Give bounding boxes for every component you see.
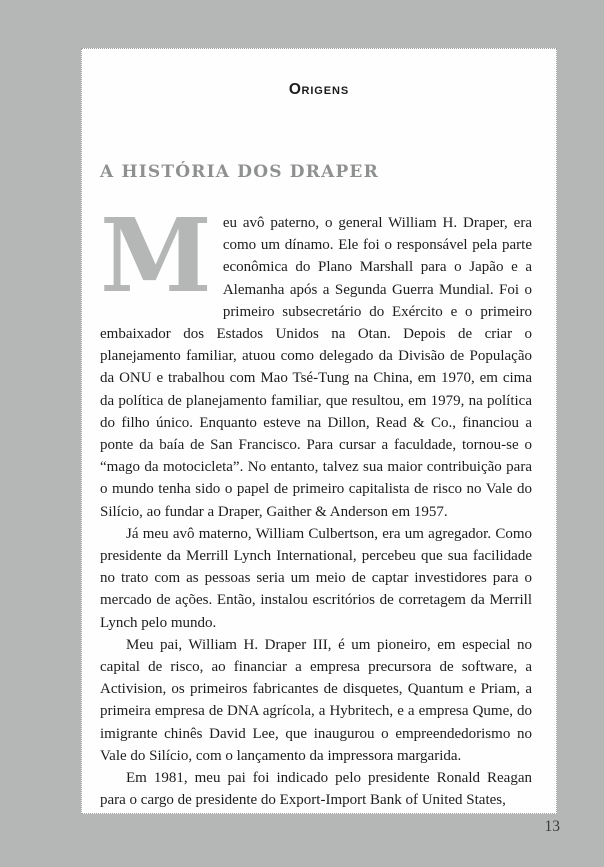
drop-cap: M bbox=[100, 196, 212, 315]
section-title: A HISTÓRIA DOS DRAPER bbox=[100, 162, 379, 182]
paragraph-4: Em 1981, meu pai foi indicado pelo presidente Ronald Reagan para o cargo de presidente do Export-Import Bank of United States, bbox=[100, 770, 532, 809]
page-number: 13 bbox=[544, 818, 560, 835]
running-head-initial: O bbox=[288, 81, 302, 98]
paragraph-2: Já meu avô materno, William Culbertson, era um agregador. Como presidente da Merrill Lynch International, percebeu que sua facilidade no trato com as pessoas seria um meio de captar investidores para o mercado de ações. Então, instalou escritórios de corretagem da Merrill Lynch pelo mundo. bbox=[100, 525, 532, 631]
running-head-rest: RIGENS bbox=[301, 85, 350, 97]
book-page bbox=[81, 48, 557, 814]
paragraph-1-text: eu avô paterno, o general William H. Draper, era como um dínamo. Ele foi o responsável pela parte econômica do Plano Marshall para o Japão e a Alemanha após a Segunda Guerra Mundial. Foi o primeiro subsecretário do Exército e o primeiro embaixador dos Estados Unidos na Otan. Depois de criar o planejamento familiar, atuou como delegado da Divisão de População da ONU e trabalhou com Mao Tsé-Tung na China, em 1970, em cima da política de planejamento familiar, que resultou, em 1979, na política do filho único. Enquanto esteve na Dillon, Read & Co., financiou a ponte da baía de San Francisco. Para cursar a faculdade, tornou-se o “mago da motocicleta”. No entanto, talvez sua maior contribuição para o mundo tenha sido o papel de primeiro capitalista de risco no Vale do Silício, ao fundar a Draper, Gaither & Anderson em 1957. bbox=[100, 215, 532, 520]
running-head bbox=[82, 81, 556, 99]
paragraph-1 bbox=[100, 196, 532, 523]
paragraph-3: Meu pai, William H. Draper III, é um pioneiro, em especial no capital de risco, ao financiar a empresa precursora de software, a Activision, os primeiros fabricantes de disquetes, Quantum e Priam, a primeira empresa de DNA agrícola, a Hybritech, e a empresa Qume, do imigrante chinês David Lee, que inaugurou o empreendedorismo no Vale do Silício, com o lançamento da impressora margarida. bbox=[100, 636, 532, 764]
body-text bbox=[100, 196, 532, 811]
